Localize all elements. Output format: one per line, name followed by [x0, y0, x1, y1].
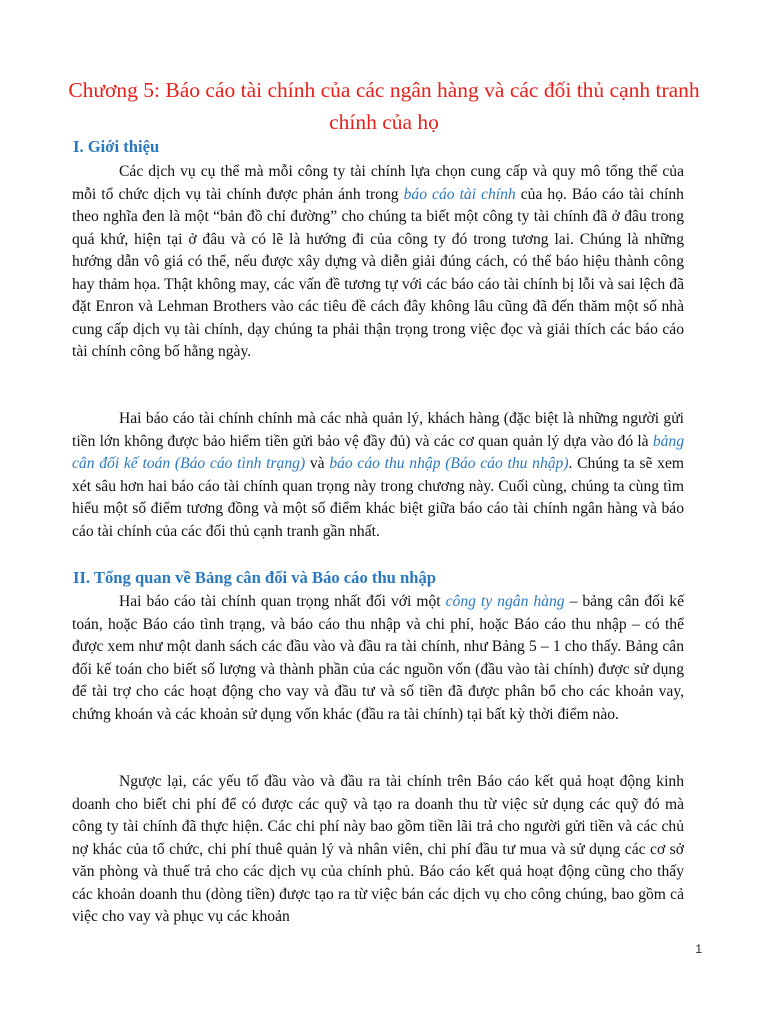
paragraph-3-text-a: Hai báo cáo tài chính quan trọng nhất đối với một — [119, 593, 446, 610]
section-heading-introduction: I. Giới thiệu — [73, 137, 160, 156]
paragraph-2-text-mid: và — [305, 455, 330, 472]
paragraph-2 — [72, 408, 684, 543]
chapter-title: Chương 5: Báo cáo tài chính của các ngân hàng và các đối thủ cạnh tranh chính của họ — [68, 78, 700, 134]
link-banking-company[interactable]: công ty ngân hàng — [445, 593, 565, 610]
section-heading-overview: II. Tổng quan về Bảng cân đối và Báo cáo thu nhập — [73, 568, 437, 587]
paragraph-4: Ngược lại, các yếu tố đầu vào và đầu ra tài chính trên Báo cáo kết quả hoạt động kinh doanh cho biết chi phí để có được các quỹ và tạo ra doanh thu từ việc sử dụng các quỹ đó mà công ty tài chính đã thực hiện. Các chi phí này bao gồm tiền lãi trả cho người gửi tiền và các chủ nợ khác của tổ chức, chi phí thuê quản lý và nhân viên, chi phí đầu tư mua và sử dụng các cơ sở văn phòng và thuế trả cho các dịch vụ của chính phủ. Báo cáo kết quả hoạt động cũng cho thấy các khoản doanh thu (dòng tiền) được tạo ra từ việc bán các dịch vụ cho công chúng, bao gồm cả việc cho vay và phục vụ các khoản — [72, 773, 684, 925]
paragraph-3-text-b: – bảng cân đối kế toán, hoặc Báo cáo tình trạng, và báo cáo thu nhập và chi phí, hoặc Báo cáo thu nhập – có thể được xem như một danh sách các đầu vào và đầu ra tài chính, như Bảng 5 – 1 cho thấy. Bảng cân đối kế toán cho biết số lượng và thành phần của các nguồn vốn (đầu vào tài chính) được sử dụng để tài trợ cho các hoạt động cho vay và đầu tư và số tiền đã được phân bổ cho các khoản vay, chứng khoán và các khoản sử dụng vốn khác (đầu ra tài chính) tại bất kỳ thời điểm nào. — [72, 593, 685, 723]
link-balance-sheet[interactable]: bảng cân đối kế toán (Báo cáo tình trạng) — [72, 432, 684, 472]
paragraph-1-text-a: Các dịch vụ cụ thể mà mỗi công ty tài chính lựa chọn cung cấp và quy mô tổng thể của mỗi tổ chức dịch vụ tài chính được phản ánh trong — [72, 163, 684, 203]
paragraph-2-text-a: Hai báo cáo tài chính chính mà các nhà quản lý, khách hàng (đặc biệt là những người gửi tiền lớn không được bảo hiểm tiền gửi bảo vệ đầy đủ) và các cơ quan quản lý dựa vào đó là — [72, 410, 684, 450]
paragraph-3 — [72, 591, 684, 726]
paragraph-1 — [72, 161, 684, 364]
page-number: 1 — [695, 942, 702, 956]
paragraph-1-text-b: của họ. Báo cáo tài chính theo nghĩa đen là một “bản đồ chỉ đường” cho chúng ta biết một công ty tài chính đã ở đâu trong quá khứ, hiện tại ở đâu và có lẽ là hướng đi của công ty đó trong tương lai. Chúng là những hướng dẫn vô giá có thể, nếu được xây dựng và diễn giải đúng cách, có thể báo hiệu thành công hay thảm họa. Thật không may, các vấn đề tương tự với các báo cáo tài chính bị lỗi và sai lệch đã đặt Enron và Lehman Brothers vào các tiêu đề cách đây không lâu cũng đã đến thăm một số nhà cung cấp dịch vụ tài chính, dạy chúng ta phải thận trọng trong việc đọc và giải thích các báo cáo tài chính công bố hằng ngày. — [72, 185, 684, 360]
link-income-statement[interactable]: báo cáo thu nhập (Báo cáo thu nhập) — [329, 455, 569, 472]
paragraph-2-text-b: . Chúng ta sẽ xem xét sâu hơn hai báo cáo tài chính quan trọng này trong chương này. Cuối cùng, chúng ta cùng tìm hiểu một số điểm tương đồng và một số điểm khác biệt giữa báo cáo tài chính ngân hàng và báo cáo tài chính của các đối thủ cạnh tranh gần nhất. — [72, 455, 684, 540]
link-financial-statements[interactable]: báo cáo tài chính — [403, 185, 516, 203]
